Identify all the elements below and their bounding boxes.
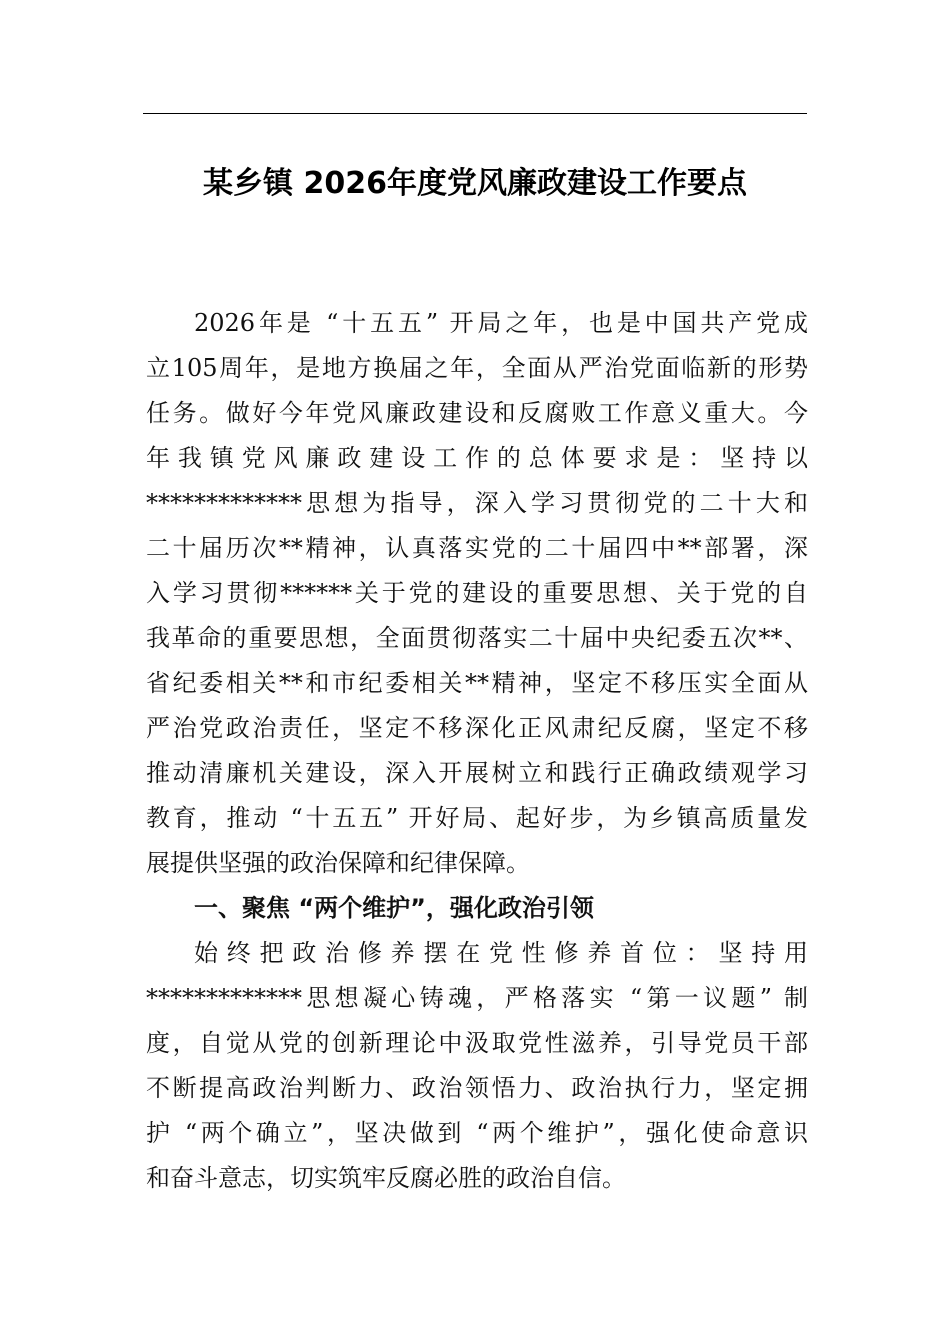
paragraph-line: 入学习贯彻******关于党的建设的重要思想、关于党的自 xyxy=(146,579,808,607)
paragraph-line: 立105周年，是地方换届之年，全面从严治党面临新的形势 xyxy=(146,354,808,382)
paragraph-line: 二十届历次**精神，认真落实党的二十届四中**部署，深 xyxy=(146,534,808,562)
paragraph-line: 推动清廉机关建设，深入开展树立和践行正确政绩观学习 xyxy=(146,759,808,787)
paragraph-line: 省纪委相关**和市纪委相关**精神，坚定不移压实全面从 xyxy=(146,669,808,697)
paragraph-line: 护 “两个确立”，坚决做到 “两个维护”，强化使命意识 xyxy=(146,1119,808,1147)
paragraph-line: 严治党政治责任，坚定不移深化正风肃纪反腐，坚定不移 xyxy=(146,714,808,742)
section-heading: 一、聚焦 “两个维护”，强化政治引领 xyxy=(194,894,594,922)
paragraph-line: 我革命的重要思想，全面贯彻落实二十届中央纪委五次**、 xyxy=(146,624,808,652)
paragraph-line: *************思想凝心铸魂，严格落实 “第一议题” 制 xyxy=(146,984,808,1012)
paragraph-line: 不断提高政治判断力、政治领悟力、政治执行力，坚定拥 xyxy=(146,1074,808,1102)
paragraph-line: 年我镇党风廉政建设工作的总体要求是：坚持以 xyxy=(146,444,808,472)
header-rule xyxy=(143,113,807,114)
paragraph-line: 展提供坚强的政治保障和纪律保障。 xyxy=(146,849,530,877)
paragraph-line: *************思想为指导，深入学习贯彻党的二十大和 xyxy=(146,489,808,517)
document-body xyxy=(146,301,808,1201)
paragraph-line: 和奋斗意志，切实筑牢反腐必胜的政治自信。 xyxy=(146,1164,626,1192)
paragraph-line: 度，自觉从党的创新理论中汲取党性滋养，引导党员干部 xyxy=(146,1029,808,1057)
paragraph-line: 任务。做好今年党风廉政建设和反腐败工作意义重大。今 xyxy=(146,399,808,427)
paragraph-line: 始终把政治修养摆在党性修养首位：坚持用 xyxy=(194,939,808,967)
paragraph-line: 2026年是 “十五五” 开局之年，也是中国共产党成 xyxy=(194,309,808,337)
document-title: 某乡镇 2026年度党风廉政建设工作要点 xyxy=(203,166,747,201)
paragraph-line: 教育，推动 “十五五” 开好局、起好步，为乡镇高质量发 xyxy=(146,804,808,832)
